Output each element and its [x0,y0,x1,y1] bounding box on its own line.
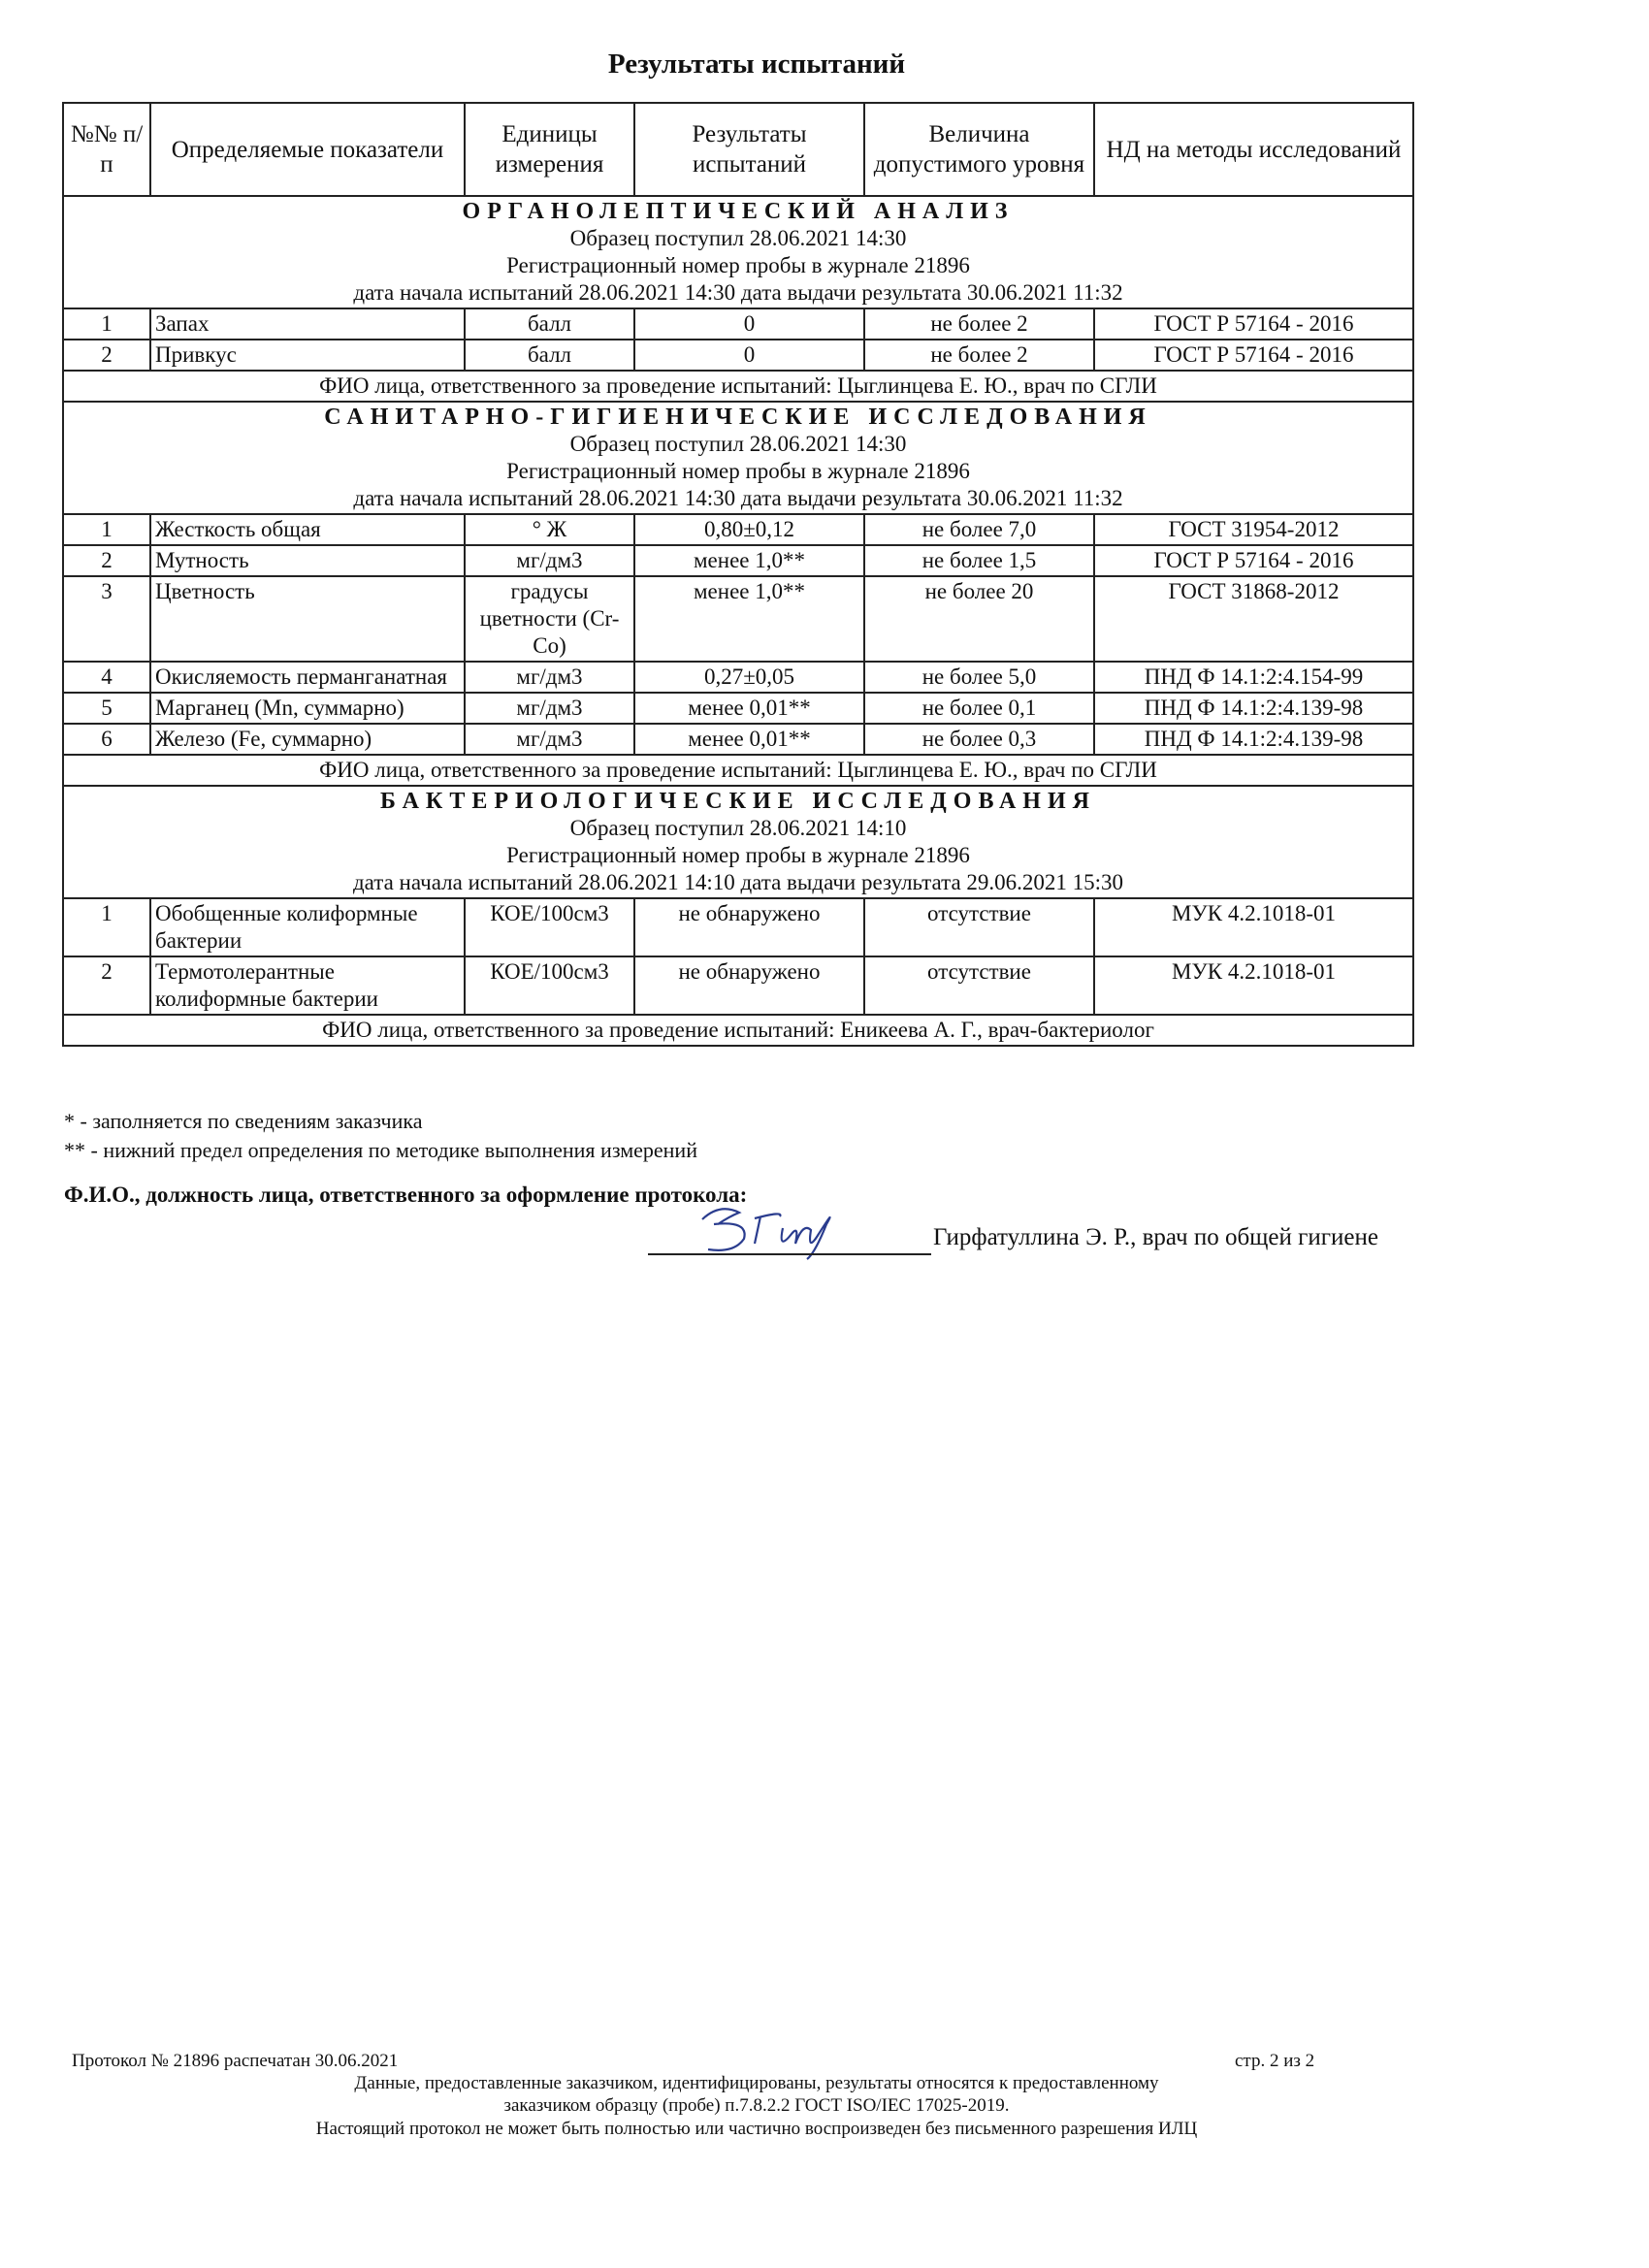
row-number: 2 [63,956,150,1015]
section-info-line: Образец поступил 28.06.2021 14:30 [569,226,907,250]
row-number: 1 [63,514,150,545]
row-indicator: Запах [150,308,465,340]
row-number: 2 [63,340,150,371]
section-info-line: Регистрационный номер пробы в журнале 21896 [506,459,970,483]
row-limit: не более 0,3 [864,724,1094,755]
row-method: ПНД Ф 14.1:2:4.139-98 [1094,724,1413,755]
row-result: менее 1,0** [634,545,864,576]
results-table [62,102,1414,1047]
table-row [63,340,1413,371]
row-limit: не более 20 [864,576,1094,662]
row-limit: не более 2 [864,340,1094,371]
section-responsible-row [63,755,1413,786]
row-result: 0 [634,340,864,371]
table-header-row [63,103,1413,196]
row-indicator: Марганец (Mn, суммарно) [150,693,465,724]
row-method: ГОСТ Р 57164 - 2016 [1094,308,1413,340]
signature-line [648,1253,931,1255]
header-unit: Единицы измерения [465,103,634,196]
table-row [63,956,1413,1015]
section-info-line: Образец поступил 28.06.2021 14:10 [569,816,907,840]
footnote-customer: * - заполняется по сведениям заказчика [64,1109,423,1133]
row-limit: отсутствие [864,898,1094,956]
section-responsible: ФИО лица, ответственного за проведение испытаний: Еникеева А. Г., врач-бактериолог [63,1015,1413,1046]
row-result: 0,80±0,12 [634,514,864,545]
row-limit: не более 2 [864,308,1094,340]
page-number: стр. 2 из 2 [1235,2051,1315,2071]
footnotes [64,1107,697,1165]
section-header [63,402,1413,514]
row-number: 6 [63,724,150,755]
section-header-cell [63,196,1413,308]
footnote-detection-limit: ** - нижний предел определения по методике выполнения измерений [64,1138,697,1162]
section-responsible-row [63,1015,1413,1046]
row-result: менее 0,01** [634,724,864,755]
table-row [63,308,1413,340]
row-result: 0 [634,308,864,340]
row-unit: КОЕ/100см3 [465,898,634,956]
section-header [63,196,1413,308]
section-responsible-row [63,371,1413,402]
row-number: 5 [63,693,150,724]
row-limit: не более 1,5 [864,545,1094,576]
row-indicator: Жесткость общая [150,514,465,545]
section-header [63,786,1413,898]
header-limit: Величина допустимого уровня [864,103,1094,196]
row-unit: ° Ж [465,514,634,545]
signatory-name: Гирфатуллина Э. Р., врач по общей гигиене [933,1224,1378,1250]
protocol-print-info: Протокол № 21896 распечатан 30.06.2021 [72,2051,399,2071]
row-limit: не более 7,0 [864,514,1094,545]
row-method: ГОСТ Р 57164 - 2016 [1094,340,1413,371]
row-method: ГОСТ 31868-2012 [1094,576,1413,662]
row-result: не обнаружено [634,898,864,956]
table-row [63,724,1413,755]
row-result: не обнаружено [634,956,864,1015]
row-unit: мг/дм3 [465,545,634,576]
row-unit: градусы цветности (Cr-Co) [465,576,634,662]
row-indicator: Обобщенные колиформные бактерии [150,898,465,956]
row-method: МУК 4.2.1018-01 [1094,956,1413,1015]
footer-disclaimer-3: Настоящий протокол не может быть полностью или частично воспроизведен без письменного разрешения ИЛЦ [315,2119,1198,2139]
row-limit: отсутствие [864,956,1094,1015]
row-method: МУК 4.2.1018-01 [1094,898,1413,956]
header-number: №№ п/п [63,103,150,196]
section-title: САНИТАРНО-ГИГИЕНИЧЕСКИЕ ИССЛЕДОВАНИЯ [324,405,1152,430]
section-info-line: Образец поступил 28.06.2021 14:30 [569,432,907,456]
section-info-line: дата начала испытаний 28.06.2021 14:30 дата выдачи результата 30.06.2021 11:32 [353,486,1123,510]
header-method: НД на методы исследований [1094,103,1413,196]
table-row [63,693,1413,724]
row-result: менее 0,01** [634,693,864,724]
page-title: Результаты испытаний [607,49,906,80]
row-method: ПНД Ф 14.1:2:4.139-98 [1094,693,1413,724]
table-row [63,898,1413,956]
row-number: 3 [63,576,150,662]
header-result: Результаты испытаний [634,103,864,196]
section-header-cell [63,786,1413,898]
row-method: ПНД Ф 14.1:2:4.154-99 [1094,662,1413,693]
row-unit: балл [465,308,634,340]
row-limit: не более 0,1 [864,693,1094,724]
section-header-cell [63,402,1413,514]
table-body [63,196,1413,1046]
table-row [63,576,1413,662]
row-number: 2 [63,545,150,576]
row-result: 0,27±0,05 [634,662,864,693]
table-row [63,545,1413,576]
row-indicator: Термотолерантные колиформные бактерии [150,956,465,1015]
header-indicator: Определяемые показатели [150,103,465,196]
section-info-line: Регистрационный номер пробы в журнале 21896 [506,253,970,277]
row-method: ГОСТ 31954-2012 [1094,514,1413,545]
footer-disclaimer-2: заказчиком образцу (пробе) п.7.8.2.2 ГОСТ ISO/IEC 17025-2019. [503,2095,1010,2116]
row-method: ГОСТ Р 57164 - 2016 [1094,545,1413,576]
section-info-line: дата начала испытаний 28.06.2021 14:30 дата выдачи результата 30.06.2021 11:32 [353,280,1123,305]
section-info-line: дата начала испытаний 28.06.2021 14:10 дата выдачи результата 29.06.2021 15:30 [352,870,1124,894]
section-title: БАКТЕРИОЛОГИЧЕСКИЕ ИССЛЕДОВАНИЯ [380,789,1096,814]
responsible-heading: Ф.И.О., должность лица, ответственного за оформление протокола: [64,1183,748,1207]
row-unit: мг/дм3 [465,724,634,755]
row-unit: балл [465,340,634,371]
row-indicator: Окисляемость перманганатная [150,662,465,693]
section-title: ОРГАНОЛЕПТИЧЕСКИЙ АНАЛИЗ [462,199,1015,224]
row-limit: не более 5,0 [864,662,1094,693]
row-result: менее 1,0** [634,576,864,662]
row-number: 1 [63,308,150,340]
section-responsible: ФИО лица, ответственного за проведение испытаний: Цыглинцева Е. Ю., врач по СГЛИ [63,371,1413,402]
row-indicator: Мутность [150,545,465,576]
section-responsible: ФИО лица, ответственного за проведение испытаний: Цыглинцева Е. Ю., врач по СГЛИ [63,755,1413,786]
footer-disclaimer-1: Данные, предоставленные заказчиком, идентифицированы, результаты относятся к предоставленному [354,2073,1159,2093]
row-indicator: Железо (Fe, суммарно) [150,724,465,755]
row-unit: мг/дм3 [465,662,634,693]
row-unit: КОЕ/100см3 [465,956,634,1015]
row-number: 4 [63,662,150,693]
row-unit: мг/дм3 [465,693,634,724]
row-indicator: Цветность [150,576,465,662]
section-info-line: Регистрационный номер пробы в журнале 21896 [506,843,970,867]
table-row [63,662,1413,693]
row-indicator: Привкус [150,340,465,371]
row-number: 1 [63,898,150,956]
table-row [63,514,1413,545]
